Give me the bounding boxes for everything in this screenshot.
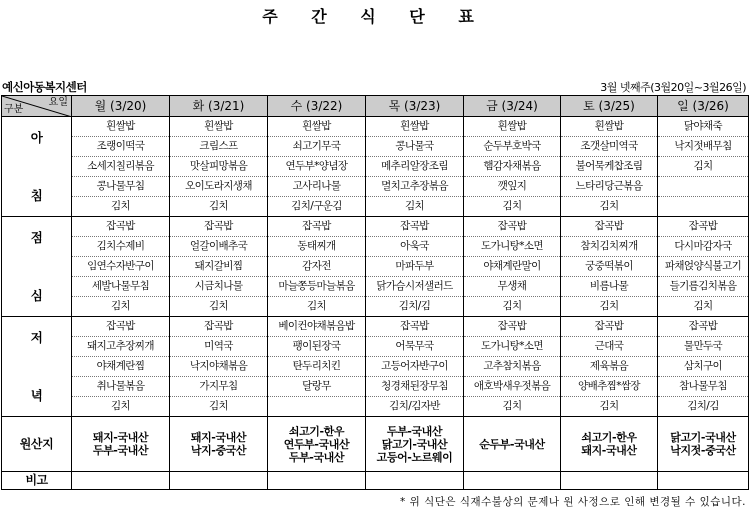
origin-line: 돼지-국내산 <box>190 431 247 444</box>
menu-row <box>2 377 749 397</box>
menu-item: 미역국 <box>170 337 268 357</box>
origin-line: 닭고기-국내산 <box>670 431 736 444</box>
origin-cell <box>366 417 464 472</box>
menu-item: 잡곡밥 <box>366 317 464 337</box>
origin-line: 고등어-노르웨이 <box>376 450 453 464</box>
menu-row <box>2 177 749 197</box>
menu-item: 참치김치찌개 <box>561 237 658 257</box>
menu-row <box>2 357 749 377</box>
origin-line: 연두부-국내산 <box>283 437 350 451</box>
origin-line: 두부-국내산 <box>288 450 345 464</box>
corner-label-day: 요일 <box>48 97 68 108</box>
menu-item: 김치 <box>72 197 170 217</box>
menu-item: 깻잎지 <box>464 177 561 197</box>
menu-item <box>658 197 749 217</box>
menu-item: 야채계란찜 <box>72 357 170 377</box>
menu-item: 김치 <box>170 297 268 317</box>
origin-line: 순두부-국내산 <box>479 437 545 451</box>
menu-item: 삼치구이 <box>658 357 749 377</box>
menu-item: 청경채된장무침 <box>366 377 464 397</box>
header-row <box>2 96 749 117</box>
menu-item: 아욱국 <box>366 237 464 257</box>
menu-item: 탄두리치킨 <box>268 357 366 377</box>
menu-item: 조갯살미역국 <box>561 137 658 157</box>
corner-cell <box>2 96 72 117</box>
menu-item: 잡곡밥 <box>658 217 749 237</box>
menu-item: 임연수자반구이 <box>72 257 170 277</box>
menu-item: 콩나물무침 <box>72 177 170 197</box>
menu-item: 김치 <box>658 157 749 177</box>
menu-item: 물만두국 <box>658 337 749 357</box>
day-header: 금 (3/24) <box>464 96 561 117</box>
menu-item: 닭가슴시저샐러드 <box>366 277 464 297</box>
origin-line: 두부-국내산 <box>386 424 443 438</box>
menu-item: 흰쌀밥 <box>561 117 658 137</box>
menu-item: 김치수제비 <box>72 237 170 257</box>
menu-item: 김치/김 <box>658 397 749 417</box>
menu-item: 잡곡밥 <box>464 217 561 237</box>
menu-item: 김치 <box>72 397 170 417</box>
menu-item: 맛살피망볶음 <box>170 157 268 177</box>
menu-item: 낙지야채볶음 <box>170 357 268 377</box>
menu-item: 쇠고기무국 <box>268 137 366 157</box>
origin-line: 낙지젓-중국산 <box>670 444 736 457</box>
menu-item: 잡곡밥 <box>72 217 170 237</box>
day-header: 수 (3/22) <box>268 96 366 117</box>
menu-item <box>658 177 749 197</box>
origin-label: 원산지 <box>2 417 72 472</box>
menu-item: 메추리알장조림 <box>366 157 464 177</box>
menu-item: 궁중떡볶이 <box>561 257 658 277</box>
menu-row <box>2 337 749 357</box>
menu-item: 멸치고추장볶음 <box>366 177 464 197</box>
menu-item: 잡곡밥 <box>268 217 366 237</box>
menu-row <box>2 257 749 277</box>
menu-item: 소세지칠리볶음 <box>72 157 170 177</box>
menu-item: 야채계란말이 <box>464 257 561 277</box>
meal-label-char: 녁 <box>30 387 43 403</box>
menu-row <box>2 157 749 177</box>
menu-item: 들기름김치볶음 <box>658 277 749 297</box>
menu-item: 참나물무침 <box>658 377 749 397</box>
note-cell <box>464 472 561 490</box>
organization-name: 예신아동복지센터 <box>2 80 87 94</box>
menu-item: 김치 <box>561 197 658 217</box>
menu-item: 크림스프 <box>170 137 268 157</box>
menu-row <box>2 137 749 157</box>
origin-cell <box>170 417 268 472</box>
menu-row <box>2 397 749 417</box>
note-label: 비고 <box>2 472 72 490</box>
menu-item: 닭야채죽 <box>658 117 749 137</box>
page-title: 주 간 식 단 표 <box>262 7 488 26</box>
day-header: 토 (3/25) <box>561 96 658 117</box>
menu-item: 어묵무국 <box>366 337 464 357</box>
corner-label-category: 구분 <box>4 104 24 115</box>
note-cell <box>561 472 658 490</box>
menu-item: 김치 <box>268 297 366 317</box>
origin-row <box>2 417 749 472</box>
meal-label-char: 침 <box>30 187 43 203</box>
meal-label <box>2 317 72 417</box>
note-cell <box>170 472 268 490</box>
menu-item: 오이도라지생채 <box>170 177 268 197</box>
footer-note: * 위 식단은 식재수불상의 문제나 원 사정으로 인해 변경될 수 있습니다. <box>400 496 746 508</box>
menu-item: 돼지갈비찜 <box>170 257 268 277</box>
menu-item: 잡곡밥 <box>170 317 268 337</box>
menu-item: 김치 <box>170 397 268 417</box>
menu-item: 김치 <box>561 397 658 417</box>
origin-line: 쇠고기-한우 <box>288 424 345 438</box>
note-cell <box>268 472 366 490</box>
menu-item: 마늘쫑등마늘볶음 <box>268 277 366 297</box>
day-header: 목 (3/23) <box>366 96 464 117</box>
menu-item: 불어묵케찹조림 <box>561 157 658 177</box>
menu-item: 햄감자채볶음 <box>464 157 561 177</box>
menu-row <box>2 297 749 317</box>
menu-item: 베이컨야채볶음밥 <box>268 317 366 337</box>
origin-cell <box>658 417 749 472</box>
meal-label-char: 점 <box>30 229 43 245</box>
menu-item: 무생채 <box>464 277 561 297</box>
note-cell <box>366 472 464 490</box>
menu-item: 도가니탕*소면 <box>464 237 561 257</box>
menu-item: 감자전 <box>268 257 366 277</box>
meal-label-char: 저 <box>30 329 43 345</box>
note-row <box>2 472 749 490</box>
origin-line: 닭고기-국내산 <box>381 437 448 451</box>
menu-item: 김치 <box>464 197 561 217</box>
menu-item: 연두부*양념장 <box>268 157 366 177</box>
menu-item: 고추참치볶음 <box>464 357 561 377</box>
menu-item: 김치 <box>561 297 658 317</box>
menu-item: 돼지고추장찌개 <box>72 337 170 357</box>
menu-item: 마파두부 <box>366 257 464 277</box>
menu-item: 도가니탕*소면 <box>464 337 561 357</box>
origin-line: 돼지-국내산 <box>92 431 149 444</box>
menu-item: 김치/김 <box>366 297 464 317</box>
menu-item: 조랭이떡국 <box>72 137 170 157</box>
week-range: 3월 넷째주(3월20일~3월26일) <box>600 81 746 94</box>
menu-item: 파채얹양식불고기 <box>658 257 749 277</box>
origin-cell <box>464 417 561 472</box>
origin-line: 두부-국내산 <box>92 444 149 457</box>
day-header: 월 (3/20) <box>72 96 170 117</box>
origin-cell <box>561 417 658 472</box>
origin-cell <box>268 417 366 472</box>
day-header: 화 (3/21) <box>170 96 268 117</box>
menu-item: 흰쌀밥 <box>464 117 561 137</box>
menu-item: 김치/구운김 <box>268 197 366 217</box>
menu-item: 고사리나물 <box>268 177 366 197</box>
menu-item: 근대국 <box>561 337 658 357</box>
menu-item: 양배추찜*쌈장 <box>561 377 658 397</box>
menu-row <box>2 217 749 237</box>
meal-label-char: 심 <box>30 287 43 303</box>
menu-row <box>2 317 749 337</box>
menu-item: 비름나물 <box>561 277 658 297</box>
menu-row <box>2 197 749 217</box>
menu-item: 제육볶음 <box>561 357 658 377</box>
menu-row <box>2 277 749 297</box>
menu-item: 잡곡밥 <box>366 217 464 237</box>
menu-item: 김치 <box>464 397 561 417</box>
menu-item: 김치 <box>658 297 749 317</box>
menu-table <box>1 95 749 490</box>
menu-item: 잡곡밥 <box>72 317 170 337</box>
menu-item: 김치 <box>72 297 170 317</box>
meal-label <box>2 117 72 217</box>
menu-item: 잡곡밥 <box>658 317 749 337</box>
menu-row <box>2 117 749 137</box>
menu-item: 순두부호박국 <box>464 137 561 157</box>
origin-line: 돼지-국내산 <box>581 444 637 457</box>
menu-item: 흰쌀밥 <box>72 117 170 137</box>
menu-item: 흰쌀밥 <box>268 117 366 137</box>
menu-item: 잡곡밥 <box>561 317 658 337</box>
menu-row <box>2 237 749 257</box>
menu-item: 낙지젓배무침 <box>658 137 749 157</box>
menu-item: 김치/김자반 <box>366 397 464 417</box>
menu-item: 애호박새우젓볶음 <box>464 377 561 397</box>
menu-item <box>268 397 366 417</box>
day-header: 일 (3/26) <box>658 96 749 117</box>
menu-item: 취나물볶음 <box>72 377 170 397</box>
menu-item: 흰쌀밥 <box>170 117 268 137</box>
menu-item: 팽이된장국 <box>268 337 366 357</box>
menu-item: 시금치나물 <box>170 277 268 297</box>
menu-item: 김치 <box>366 197 464 217</box>
menu-item: 가지무침 <box>170 377 268 397</box>
note-cell <box>72 472 170 490</box>
meal-label-char: 아 <box>30 129 43 145</box>
menu-item: 잡곡밥 <box>561 217 658 237</box>
menu-item: 고등어자반구이 <box>366 357 464 377</box>
meal-label <box>2 217 72 317</box>
menu-item: 느타리당근볶음 <box>561 177 658 197</box>
origin-line: 쇠고기-한우 <box>581 431 637 444</box>
menu-item: 콩나물국 <box>366 137 464 157</box>
note-cell <box>658 472 749 490</box>
menu-item: 잡곡밥 <box>170 217 268 237</box>
menu-item: 흰쌀밥 <box>366 117 464 137</box>
menu-item: 얼갈이배추국 <box>170 237 268 257</box>
origin-line: 낙지-중국산 <box>190 444 247 457</box>
menu-item: 달랑무 <box>268 377 366 397</box>
menu-item: 다시마감자국 <box>658 237 749 257</box>
menu-item: 동태찌개 <box>268 237 366 257</box>
menu-item: 김치 <box>170 197 268 217</box>
menu-item: 잡곡밥 <box>464 317 561 337</box>
menu-item: 김치 <box>464 297 561 317</box>
menu-item: 세발나물무침 <box>72 277 170 297</box>
origin-cell <box>72 417 170 472</box>
